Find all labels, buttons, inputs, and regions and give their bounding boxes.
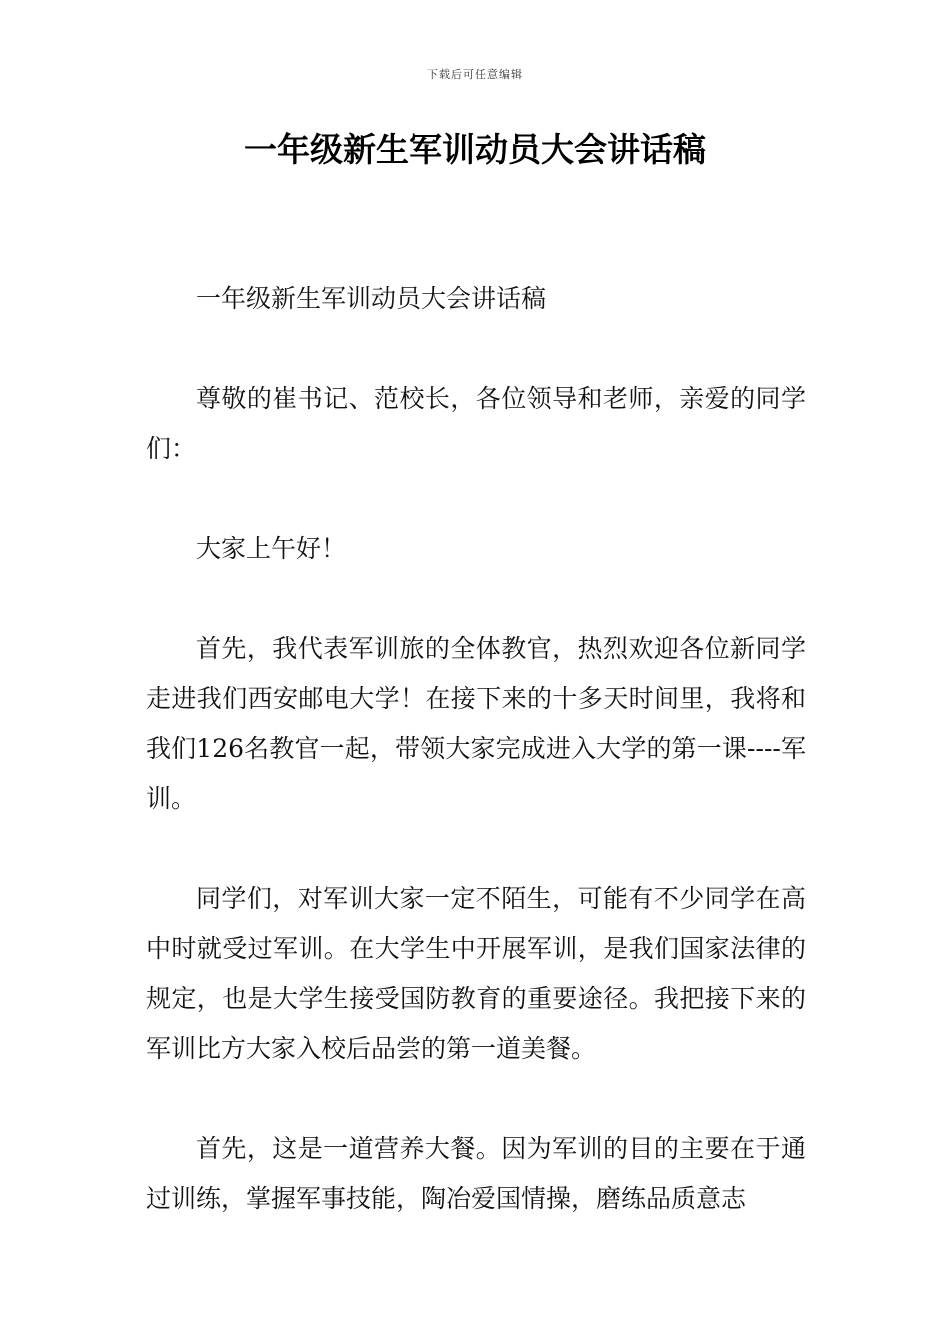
paragraph-subtitle: 一年级新生军训动员大会讲话稿 xyxy=(196,284,547,313)
paragraph-salutation: 尊敬的崔书记、范校长，各位领导和老师，亲爱的同学们： xyxy=(146,384,806,463)
paragraph-nutrition: 首先，这是一道营养大餐。因为军训的目的主要在于通过训练，掌握军事技能，陶冶爱国情操，磨练品质意志 xyxy=(146,1134,806,1213)
paragraph-welcome: 首先，我代表军训旅的全体教官，热烈欢迎各位新同学走进我们西安邮电大学！在接下来的十多天时间里，我将和我们126名教官一起，带领大家完成进入大学的第一课----军训。 xyxy=(146,634,806,813)
header-note: 下载后可任意编辑 xyxy=(427,68,523,81)
paragraph-greeting: 大家上午好！ xyxy=(196,534,347,563)
document-title: 一年级新生军训动员大会讲话稿 xyxy=(244,130,706,169)
document-body xyxy=(146,274,806,1224)
paragraph-training-intro: 同学们，对军训大家一定不陌生，可能有不少同学在高中时就受过军训。在大学生中开展军训，是我们国家法律的规定，也是大学生接受国防教育的重要途径。我把接下来的军训比方大家入校后品尝的第一道美餐。 xyxy=(146,884,806,1063)
